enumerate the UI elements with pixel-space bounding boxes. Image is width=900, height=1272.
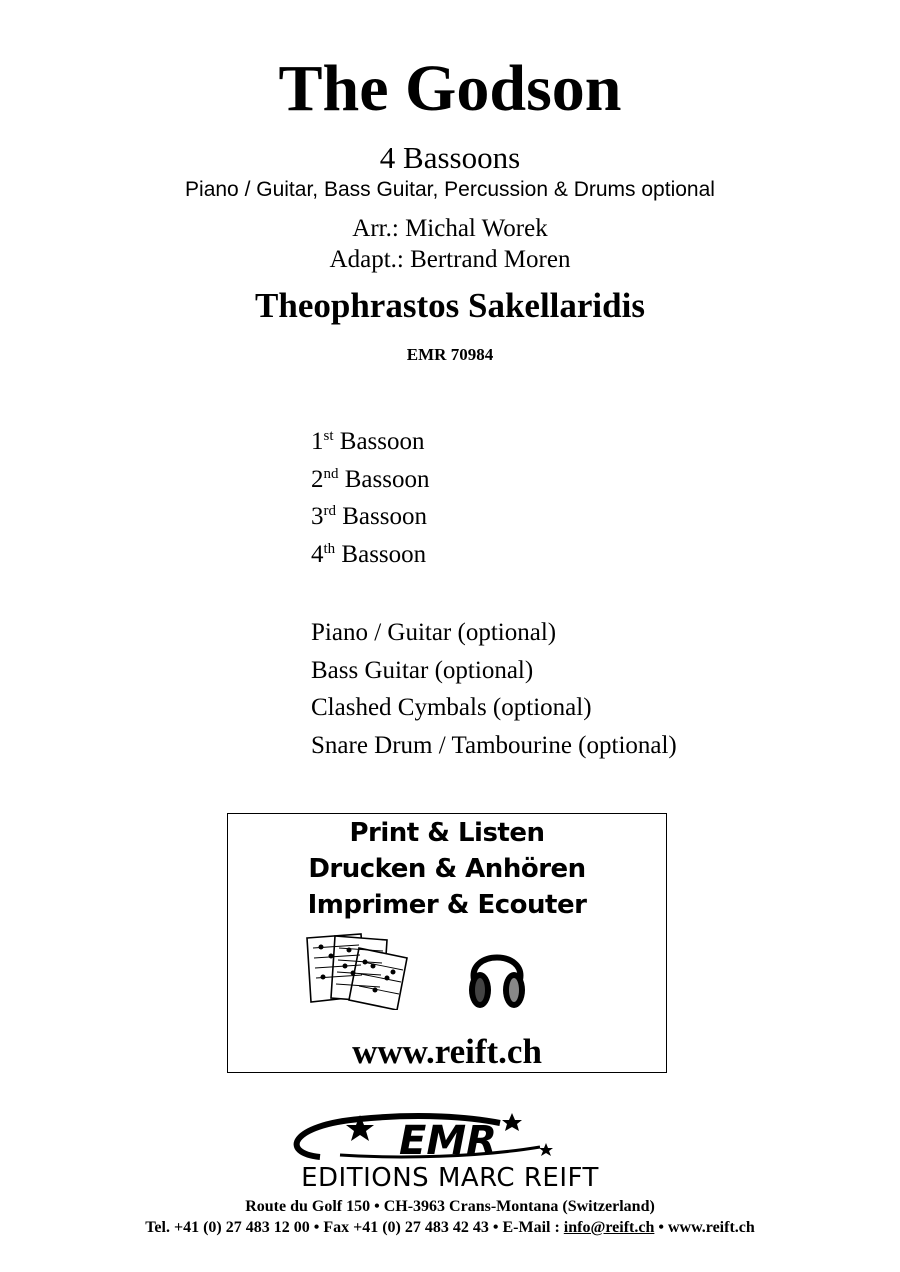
- parts-list: [311, 425, 429, 575]
- contact-phone-fax: Tel. +41 (0) 27 483 12 00 • Fax +41 (0) 27 483 42 43 • E-Mail :: [145, 1219, 564, 1236]
- catalog-number: EMR 70984: [406, 345, 494, 364]
- promo-line-fr: Imprimer & Ecouter: [307, 890, 587, 920]
- optional-part-item: Snare Drum / Tambourine (optional): [311, 731, 677, 759]
- sheet-music-icon: [301, 932, 413, 1010]
- optional-part-item: Bass Guitar (optional): [311, 656, 534, 684]
- optional-parts-list: [311, 616, 677, 766]
- part-item: 4th Bassoon: [311, 540, 427, 568]
- emr-logo: [250, 1107, 650, 1167]
- contact-website: • www.reift.ch: [654, 1219, 755, 1236]
- publisher-contact: [0, 1218, 900, 1238]
- part-item: 2nd Bassoon: [311, 465, 430, 493]
- promo-line-en: Print & Listen: [349, 818, 545, 848]
- arranger: Arr.: Michal Worek: [352, 215, 548, 242]
- part-item: 1st Bassoon: [311, 428, 425, 455]
- publisher-address: Route du Golf 150 • CH-3963 Crans-Montana (Switzerland): [245, 1198, 655, 1215]
- instrumentation: 4 Bassoons: [379, 140, 521, 175]
- part-item: 3rd Bassoon: [311, 503, 427, 531]
- headphones-icon: [464, 936, 530, 1012]
- optional-part-item: Clashed Cymbals (optional): [311, 694, 592, 722]
- logo-text: EMR: [399, 1118, 497, 1164]
- email-link[interactable]: info@reift.ch: [563, 1219, 655, 1236]
- adapter: Adapt.: Bertrand Moren: [329, 246, 571, 273]
- optional-instruments-line: Piano / Guitar, Bass Guitar, Percussion & Drums optional: [185, 178, 715, 201]
- promo-line-de: Drucken & Anhören: [308, 854, 586, 884]
- optional-part-item: Piano / Guitar (optional): [311, 619, 557, 646]
- promo-url[interactable]: www.reift.ch: [352, 1032, 542, 1071]
- score-title: The Godson: [278, 52, 622, 125]
- composer: Theophrastos Sakellaridis: [255, 286, 645, 325]
- publisher-name: EDITIONS MARC REIFT: [301, 1163, 599, 1193]
- print-listen-box: [227, 813, 667, 1073]
